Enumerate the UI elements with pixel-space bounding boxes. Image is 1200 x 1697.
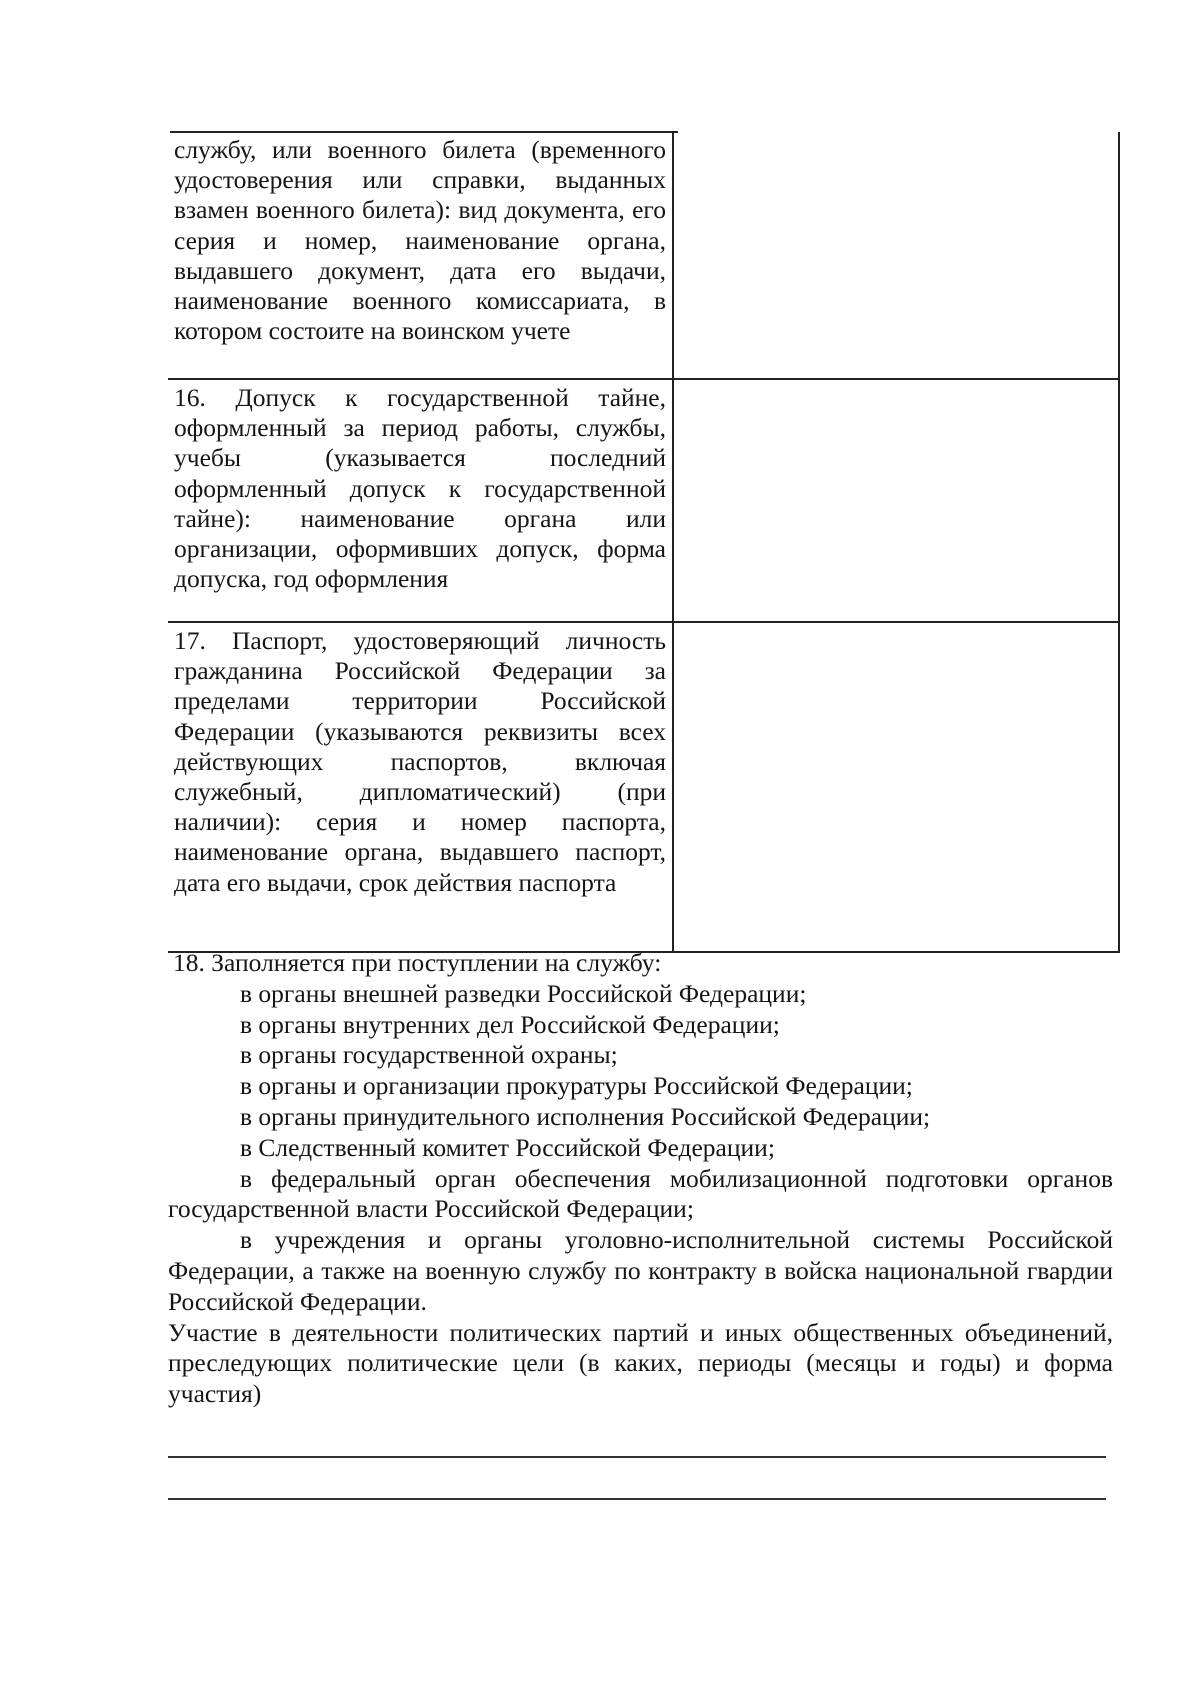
question-cell-state-secret: 16. Допуск к государственной тайне, оформленный за период работы, службы, учебы (указывается последний оформленный допуск к государственной тайне): наименование органа или организации, оформивших допуск, форма допуска, год оформления <box>168 380 674 621</box>
question-cell-military-id: службу, или военного билета (временного удостоверения или справки, выданных взамен военного билета): вид документа, его серия и номер, наименование органа, выдавшего документ, дата его выдачи, наименование военного комиссариата, в котором состоите на воинском учете <box>168 132 674 378</box>
service-item-enforcement: в органы принудительного исполнения Российской Федерации; <box>240 1101 931 1131</box>
service-item-penal-system: в учреждения и органы уголовно-исполнительной системы Российской Федерации, а также на военную службу по контракту в войска национальной гвардии Российской Федерации. <box>168 1225 1113 1316</box>
answer-cell-military-id[interactable] <box>674 132 1120 378</box>
section-18-heading: 18. Заполняется при поступлении на службу: <box>173 948 662 977</box>
questionnaire-table <box>168 132 1120 953</box>
service-item-investigative-committee: в Следственный комитет Российской Федерации; <box>240 1132 775 1162</box>
table-row-foreign-passport <box>168 621 1120 953</box>
service-item-internal-affairs: в органы внутренних дел Российской Федерации; <box>240 1009 780 1039</box>
answer-cell-state-secret[interactable] <box>674 380 1120 621</box>
question-cell-foreign-passport: 17. Паспорт, удостоверяющий личность гражданина Российской Федерации за пределами территории Российской Федерации (указываются реквизиты всех действующих паспортов, включая служебный, дипломатический) (при наличии): серия и номер паспорта, наименование органа, выдавшего паспорт, дата его выдачи, срок действия паспорта <box>168 623 674 951</box>
section-18 <box>168 948 1113 1410</box>
political-participation-question: Участие в деятельности политических партий и иных общественных объединений, преследующих политические цели (в каких, периоды (месяцы и годы) и форма участия) <box>168 1317 1113 1409</box>
service-item-mobilization: в федеральный орган обеспечения мобилизационной подготовки органов государственной власти Российской Федерации; <box>168 1163 1113 1224</box>
service-item-foreign-intelligence: в органы внешней разведки Российской Федерации; <box>240 978 807 1008</box>
answer-cell-foreign-passport[interactable] <box>674 623 1120 951</box>
table-row-state-secret <box>168 378 1120 621</box>
service-item-prosecution: в органы и организации прокуратуры Российской Федерации; <box>240 1071 913 1101</box>
answer-fill-line-2[interactable] <box>168 1498 1106 1500</box>
table-row-military-id <box>168 132 1120 378</box>
answer-fill-line-1[interactable] <box>168 1456 1106 1458</box>
service-item-state-guard: в органы государственной охраны; <box>240 1040 618 1070</box>
